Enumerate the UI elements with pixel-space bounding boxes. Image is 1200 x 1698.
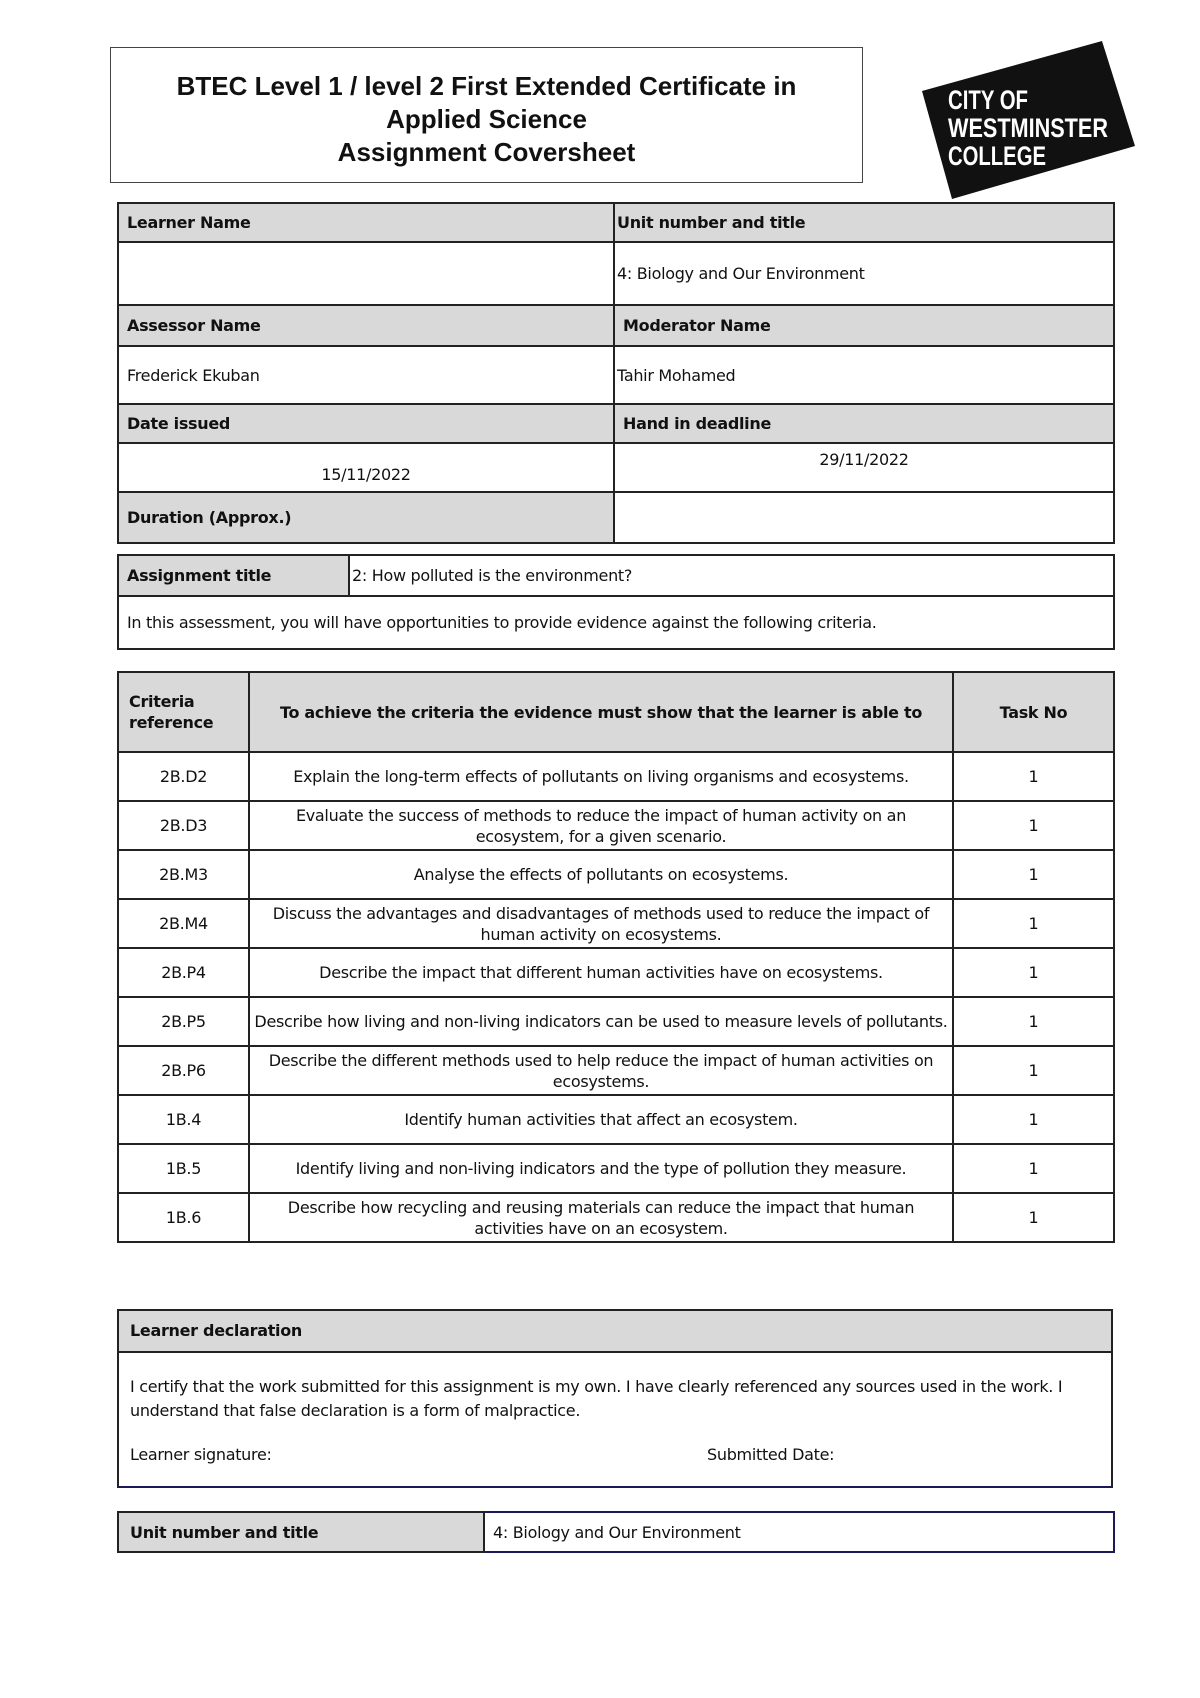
duration-value[interactable]: [614, 492, 1114, 543]
task-number: 1: [953, 997, 1114, 1046]
criteria-table: [117, 671, 1115, 1243]
criteria-text: Describe how recycling and reusing materials can reduce the impact that human activities have on an ecosystem.: [249, 1193, 953, 1242]
task-number: 1: [953, 752, 1114, 801]
criteria-row: [118, 1046, 1114, 1095]
assignment-intro: In this assessment, you will have opportunities to provide evidence against the following criteria.: [118, 596, 1114, 649]
deadline-value: 29/11/2022: [614, 443, 1114, 492]
task-number: 1: [953, 801, 1114, 850]
footer-unit-table: [117, 1511, 1115, 1553]
criteria-text: Evaluate the success of methods to reduce the impact of human activity on an ecosystem, for a given scenario.: [249, 801, 953, 850]
declaration-title: Learner declaration: [119, 1311, 1111, 1353]
task-number: 1: [953, 1144, 1114, 1193]
moderator-value: Tahir Mohamed: [614, 346, 1114, 404]
unit-value: 4: Biology and Our Environment: [614, 242, 1114, 305]
assignment-title-value: 2: How polluted is the environment?: [349, 555, 1114, 596]
criteria-ref: 1B.4: [118, 1095, 249, 1144]
criteria-ref: 1B.5: [118, 1144, 249, 1193]
learner-name-field[interactable]: [118, 242, 614, 305]
criteria-ref: 2B.P4: [118, 948, 249, 997]
criteria-text: Describe how living and non-living indicators can be used to measure levels of pollutants.: [249, 997, 953, 1046]
criteria-text: Describe the impact that different human activities have on ecosystems.: [249, 948, 953, 997]
criteria-ref: 2B.P6: [118, 1046, 249, 1095]
document-title: [110, 47, 863, 183]
criteria-text: Discuss the advantages and disadvantages of methods used to reduce the impact of human activity on ecosystems.: [249, 899, 953, 948]
learner-info-table: [117, 202, 1115, 544]
criteria-text: Describe the different methods used to help reduce the impact of human activities on ecosystems.: [249, 1046, 953, 1095]
criteria-row: [118, 1095, 1114, 1144]
title-line-2: Applied Science: [386, 104, 587, 134]
footer-unit-value: 4: Biology and Our Environment: [484, 1512, 1114, 1552]
criteria-row: [118, 752, 1114, 801]
criteria-text: Analyse the effects of pollutants on ecosystems.: [249, 850, 953, 899]
date-issued-label: Date issued: [118, 404, 614, 443]
criteria-text: Explain the long-term effects of pollutants on living organisms and ecosystems.: [249, 752, 953, 801]
task-number: 1: [953, 1095, 1114, 1144]
assignment-table: [117, 554, 1115, 650]
footer-unit-label: Unit number and title: [118, 1512, 484, 1552]
deadline-label: Hand in deadline: [614, 404, 1114, 443]
criteria-evidence-header: To achieve the criteria the evidence must show that the learner is able to: [249, 672, 953, 752]
criteria-text: Identify living and non-living indicators and the type of pollution they measure.: [249, 1144, 953, 1193]
moderator-label: Moderator Name: [614, 305, 1114, 346]
unit-label: Unit number and title: [614, 203, 1114, 242]
criteria-row: [118, 948, 1114, 997]
title-line-1: BTEC Level 1 / level 2 First Extended Certificate in: [176, 71, 797, 101]
college-logo: [922, 41, 1135, 199]
criteria-ref: 2B.M3: [118, 850, 249, 899]
signature-label: Learner signature:: [130, 1445, 272, 1464]
criteria-ref: 2B.D3: [118, 801, 249, 850]
task-number: 1: [953, 948, 1114, 997]
title-line-3: Assignment Coversheet: [337, 137, 636, 167]
criteria-row: [118, 850, 1114, 899]
task-no-header: Task No: [953, 672, 1114, 752]
assignment-title-label: Assignment title: [118, 555, 349, 596]
svg-text:CITY OF: CITY OF: [948, 85, 1028, 115]
duration-label: Duration (Approx.): [118, 492, 614, 543]
assessor-value: Frederick Ekuban: [118, 346, 614, 404]
learner-declaration: [117, 1309, 1113, 1488]
criteria-row: [118, 1144, 1114, 1193]
criteria-text: Identify human activities that affect an ecosystem.: [249, 1095, 953, 1144]
criteria-ref: 2B.P5: [118, 997, 249, 1046]
criteria-row: [118, 801, 1114, 850]
task-number: 1: [953, 850, 1114, 899]
task-number: 1: [953, 899, 1114, 948]
declaration-text: I certify that the work submitted for this assignment is my own. I have clearly referenced any sources used in the work. I understand that false declaration is a form of malpractice.: [130, 1377, 1063, 1420]
criteria-ref: 2B.D2: [118, 752, 249, 801]
task-number: 1: [953, 1193, 1114, 1242]
criteria-row: [118, 997, 1114, 1046]
criteria-ref: 1B.6: [118, 1193, 249, 1242]
svg-text:WESTMINSTER: WESTMINSTER: [948, 113, 1108, 143]
criteria-ref: 2B.M4: [118, 899, 249, 948]
criteria-row: [118, 1193, 1114, 1242]
criteria-row: [118, 899, 1114, 948]
learner-name-label: Learner Name: [118, 203, 614, 242]
assessor-label: Assessor Name: [118, 305, 614, 346]
criteria-ref-header: Criteria reference: [118, 672, 249, 752]
submitted-date-label: Submitted Date:: [707, 1445, 835, 1464]
date-issued-value: 15/11/2022: [118, 443, 614, 492]
svg-text:COLLEGE: COLLEGE: [948, 141, 1046, 171]
task-number: 1: [953, 1046, 1114, 1095]
